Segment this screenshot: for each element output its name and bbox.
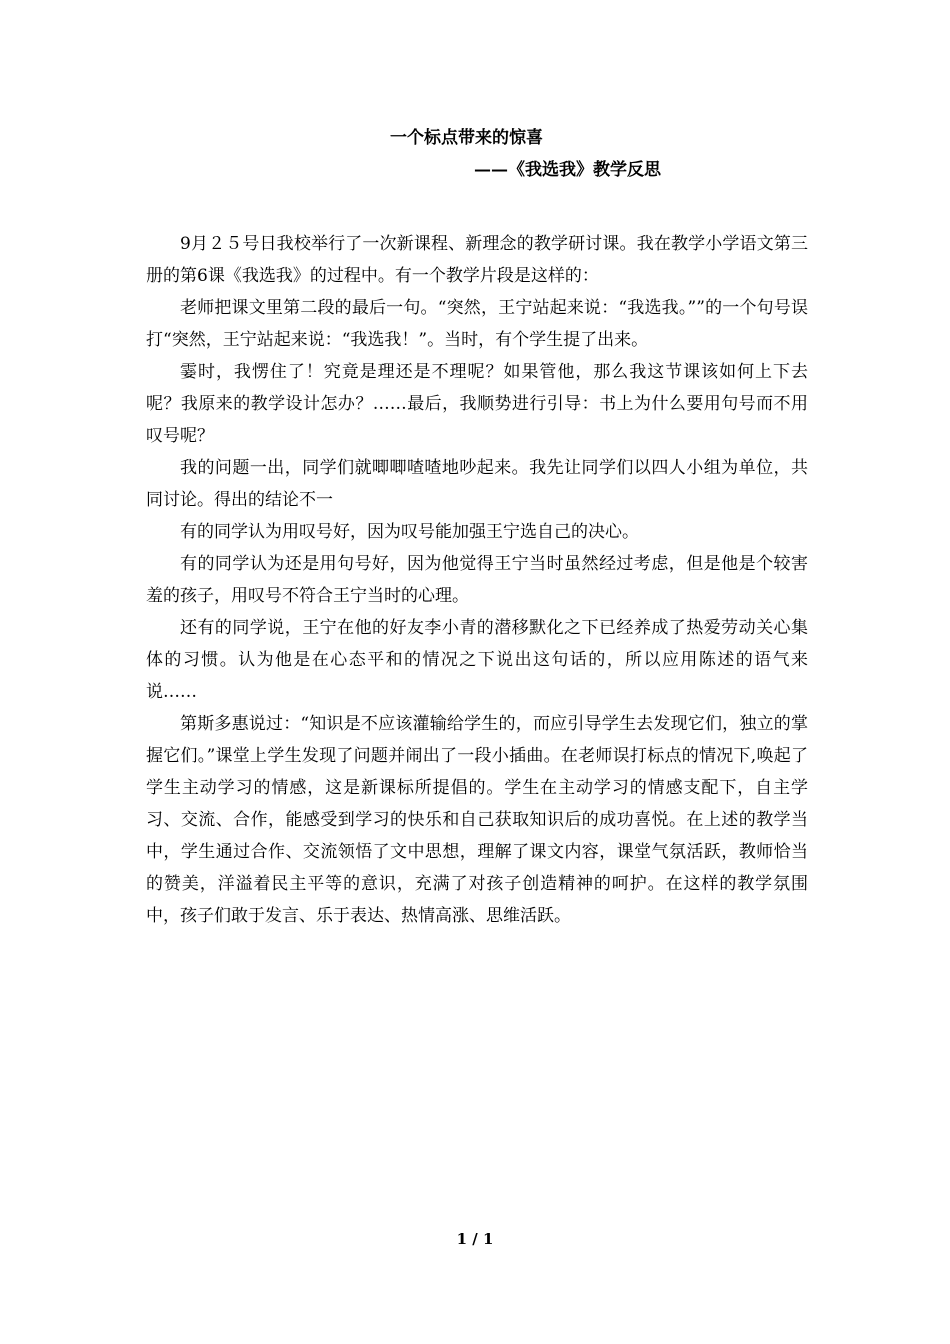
paragraph: 有的同学认为用叹号好，因为叹号能加强王宁选自己的决心。: [180, 522, 639, 542]
page-number: 1 / 1: [456, 1230, 494, 1248]
paragraph: 9月２５号日我校举行了一次新课程、新理念的教学研讨课。我在教学小学语文第三册的第6课《我选我》的过程中。有一个教学片段是这样的：: [146, 234, 808, 286]
document-body: [146, 228, 808, 932]
document-subtitle: ——《我选我》教学反思: [474, 160, 661, 180]
paragraph: 有的同学认为还是用句号好，因为他觉得王宁当时虽然经过考虑，但是他是个较害羞的孩子，用叹号不符合王宁当时的心理。: [146, 554, 808, 606]
paragraph: 我的问题一出，同学们就唧唧喳喳地吵起来。我先让同学们以四人小组为单位，共同讨论。得出的结论不一: [146, 458, 808, 510]
paragraph: 霎时，我愣住了！究竟是理还是不理呢？如果管他，那么我这节课该如何上下去呢？我原来的教学设计怎办？……最后，我顺势进行引导：书上为什么要用句号而不用叹号呢？: [146, 362, 808, 446]
paragraph: 第斯多惠说过：“知识是不应该灌输给学生的，而应引导学生去发现它们，独立的掌握它们。”课堂上学生发现了问题并闹出了一段小插曲。在老师误打标点的情况下,唤起了学生主动学习的情感，这是新课标所提倡的。学生在主动学习的情感支配下，自主学习、交流、合作，能感受到学习的快乐和自己获取知识后的成功喜悦。在上述的教学当中，学生通过合作、交流领悟了文中思想，理解了课文内容，课堂气氛活跃，教师恰当的赞美，洋溢着民主平等的意识，充满了对孩子创造精神的呵护。在这样的教学氛围中，孩子们敢于发言、乐于表达、热情高涨、思维活跃。: [146, 714, 808, 926]
document-title: 一个标点带来的惊喜: [390, 128, 543, 148]
paragraph: 老师把课文里第二段的最后一句。“突然，王宁站起来说：“我选我。””的一个句号误打“突然，王宁站起来说：“我选我！”。当时，有个学生提了出来。: [146, 298, 808, 350]
paragraph: 还有的同学说，王宁在他的好友李小青的潜移默化之下已经养成了热爱劳动关心集体的习惯。认为他是在心态平和的情况之下说出这句话的，所以应用陈述的语气来说……: [146, 618, 808, 702]
